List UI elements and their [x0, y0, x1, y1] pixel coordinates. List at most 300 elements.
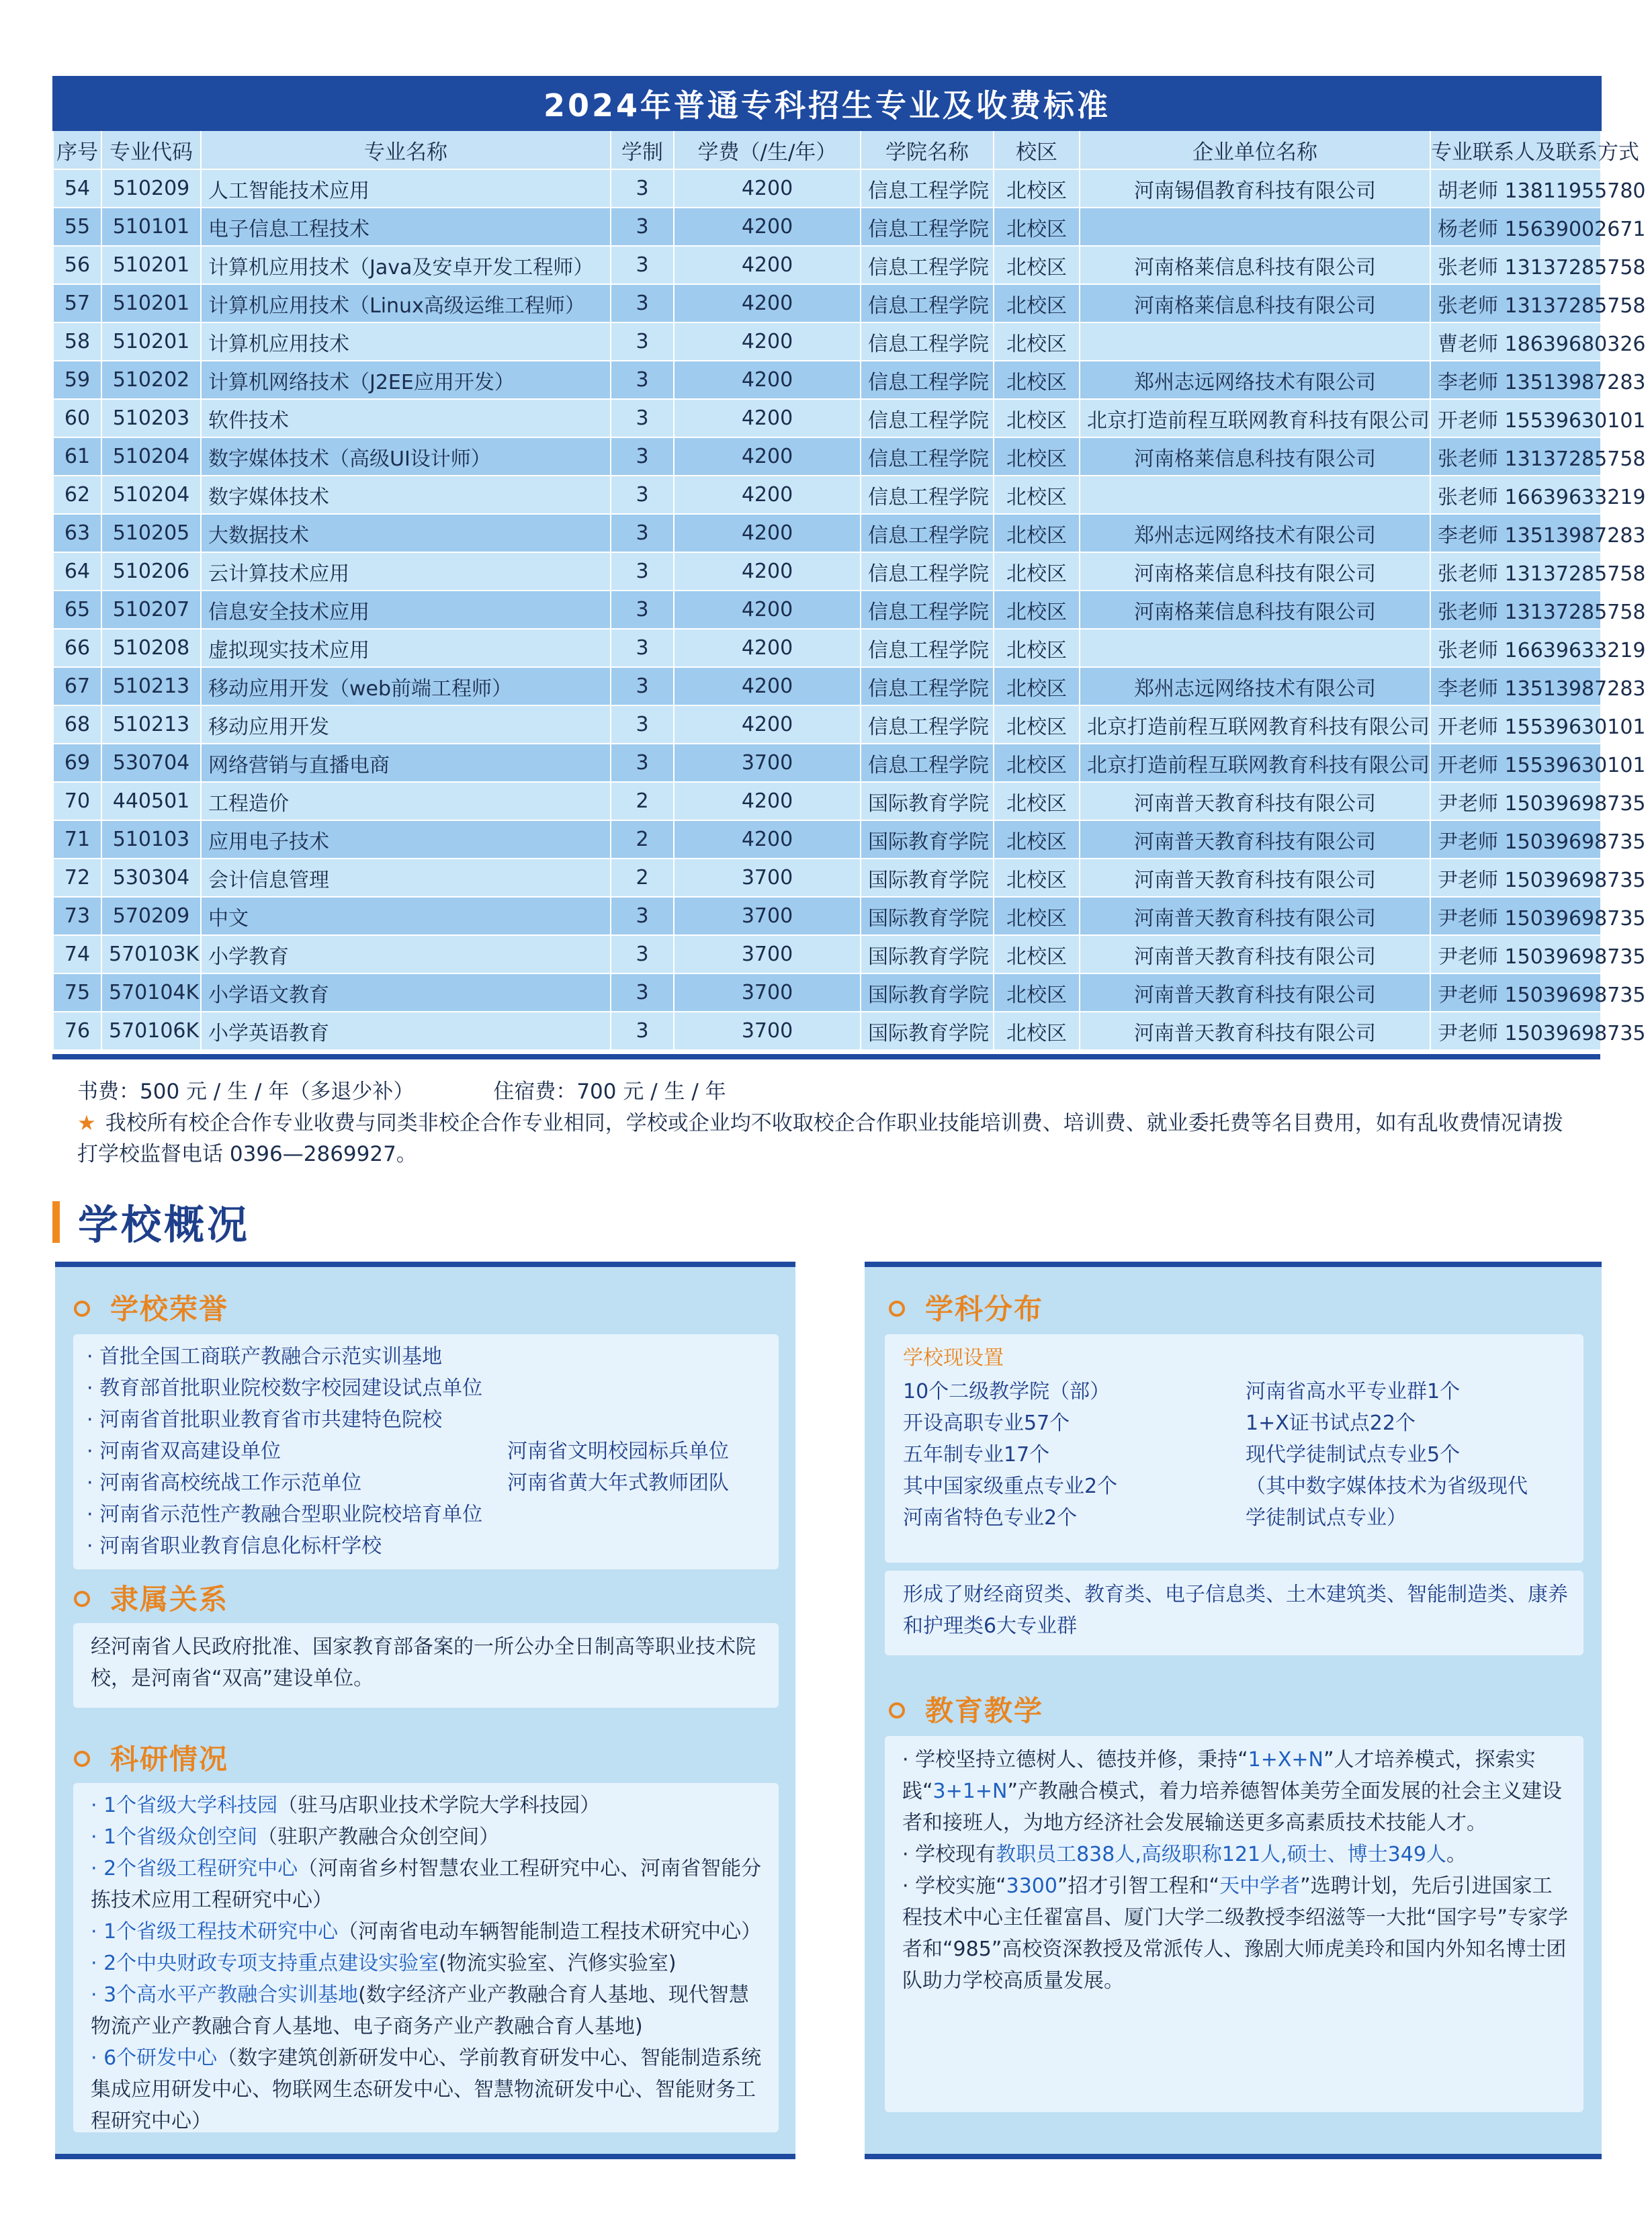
table-row	[53, 552, 1601, 591]
table-cell: 510202	[101, 361, 201, 399]
table-cell: 4200	[674, 322, 861, 361]
table-header-row	[53, 130, 1601, 169]
table-cell: 3	[611, 514, 674, 552]
education-text	[902, 1744, 1569, 1997]
research-item-highlight: · 6个研发中心	[91, 2046, 218, 2070]
table-cell: 570104K	[101, 973, 201, 1012]
table-cell: 开老师 15539630101	[1430, 744, 1601, 782]
table-cell: 小学英语教育	[201, 1012, 611, 1050]
table-cell: 64	[53, 552, 101, 591]
table-cell: 66	[53, 629, 101, 667]
table-cell: 510204	[101, 437, 201, 476]
table-row	[53, 897, 1601, 935]
table-cell: 3700	[674, 1012, 861, 1050]
table-cell: 大数据技术	[201, 514, 611, 552]
table-cell: 计算机应用技术	[201, 322, 611, 361]
table-cell: 尹老师 15039698735	[1430, 782, 1601, 820]
right-panel	[865, 1262, 1602, 2159]
table-row	[53, 169, 1601, 208]
fee-table	[52, 76, 1646, 1051]
table-cell: 尹老师 15039698735	[1430, 820, 1601, 859]
table-row	[53, 322, 1601, 361]
table-cell: 北校区	[994, 361, 1080, 399]
table-cell: 北校区	[994, 705, 1080, 744]
honor-item: · 首批全国工商联产教融合示范实训基地	[87, 1345, 443, 1368]
table-cell: 530704	[101, 744, 201, 782]
disciplines-card	[885, 1334, 1583, 1563]
table-cell: 河南格莱信息科技有限公司	[1080, 437, 1430, 476]
table-row	[53, 744, 1601, 782]
table-header-cell: 校区	[994, 130, 1080, 169]
table-cell: 510203	[101, 399, 201, 437]
table-cell: 3	[611, 897, 674, 935]
table-cell	[1080, 208, 1430, 246]
research-item	[91, 1853, 763, 1916]
table-cell: 河南普天教育科技有限公司	[1080, 859, 1430, 897]
honor-item: · 河南省高校统战工作示范单位	[87, 1471, 362, 1495]
table-cell: 河南格莱信息科技有限公司	[1080, 591, 1430, 629]
table-cell: 河南普天教育科技有限公司	[1080, 973, 1430, 1012]
table-cell: 54	[53, 169, 101, 208]
discipline-item: 其中国家级重点专业2个	[903, 1475, 1118, 1498]
table-cell: 河南锡倡教育科技有限公司	[1080, 169, 1430, 208]
table-cell: 河南普天教育科技有限公司	[1080, 820, 1430, 859]
table-cell: 尹老师 15039698735	[1430, 1012, 1601, 1050]
honor-pair	[87, 1467, 785, 1499]
table-cell: 信息工程学院	[861, 744, 994, 782]
table-cell: 尹老师 15039698735	[1430, 859, 1601, 897]
table-cell: 云计算技术应用	[201, 552, 611, 591]
table-header-cell: 序号	[53, 130, 101, 169]
groups-card	[885, 1571, 1583, 1655]
circle-bullet-icon	[74, 1301, 90, 1317]
research-item	[91, 1979, 763, 2042]
table-cell: 69	[53, 744, 101, 782]
education-title: 教育教学	[889, 1689, 1043, 1729]
discipline-item: 学徒制试点专业）	[1246, 1506, 1407, 1530]
table-cell: 62	[53, 476, 101, 514]
table-cell: 河南普天教育科技有限公司	[1080, 1012, 1430, 1050]
table-cell: 应用电子技术	[201, 820, 611, 859]
table-cell: 北校区	[994, 859, 1080, 897]
research-item-detail: （河南省乡村智慧农业工程研究中心、河南省智能分拣技术应用工程研究中心）	[91, 1857, 762, 1912]
table-cell: 李老师 13513987283	[1430, 667, 1601, 705]
table-header-cell: 学院名称	[861, 130, 994, 169]
education-paragraph: · 学校现有教职员工838人,高级职称121人,硕士、博士349人。	[902, 1843, 1467, 1866]
table-bottom-bar	[52, 1054, 1600, 1059]
table-cell: 郑州志远网络技术有限公司	[1080, 514, 1430, 552]
research-title: 科研情况	[74, 1737, 228, 1778]
table-cell: 4200	[674, 514, 861, 552]
research-item-detail: (数字经济产业产教融合育人基地、现代智慧物流产业产教融合育人基地、电子商务产业产教融合育人基地)	[91, 1983, 749, 2038]
table-cell: 郑州志远网络技术有限公司	[1080, 361, 1430, 399]
table-cell: 3	[611, 361, 674, 399]
discipline-item: 开设高职专业57个	[903, 1411, 1070, 1435]
table-cell: 2	[611, 820, 674, 859]
table-cell: 尹老师 15039698735	[1430, 935, 1601, 973]
table-cell: 570209	[101, 897, 201, 935]
table-cell: 数字媒体技术	[201, 476, 611, 514]
table-cell: 61	[53, 437, 101, 476]
table-header-cell: 专业联系人及联系方式	[1430, 130, 1601, 169]
table-cell: 510201	[101, 284, 201, 322]
table-cell: 北校区	[994, 284, 1080, 322]
research-item-detail: （驻职产教融合众创空间）	[257, 1825, 500, 1849]
table-cell: 3	[611, 476, 674, 514]
table-cell: 北校区	[994, 246, 1080, 284]
table-cell: 北校区	[994, 437, 1080, 476]
table-cell: 电子信息工程技术	[201, 208, 611, 246]
table-cell: 56	[53, 246, 101, 284]
table-cell: 张老师 13137285758	[1430, 437, 1601, 476]
table-row	[53, 629, 1601, 667]
education-paragraph: · 学校实施“3300”招才引智工程和“天中学者”选聘计划，先后引进国家工程技术中心主任翟富昌、厦门大学二级教授李绍滋等一大批“国字号”专家学者和“985”高校资深教授及常派传人、豫剧大师虎美玲和国内外知名博士团队助力学校高质量发展。	[902, 1874, 1569, 1993]
left-panel	[55, 1262, 795, 2159]
table-cell: 63	[53, 514, 101, 552]
table-cell: 74	[53, 935, 101, 973]
table-row	[53, 820, 1601, 859]
table-row	[53, 859, 1601, 897]
table-cell: 3700	[674, 859, 861, 897]
table-cell: 3	[611, 284, 674, 322]
table-cell: 4200	[674, 361, 861, 399]
table-cell: 杨老师 15639002671	[1430, 208, 1601, 246]
table-cell: 3700	[674, 744, 861, 782]
table-cell: 60	[53, 399, 101, 437]
table-cell: 计算机应用技术（Java及安卓开发工程师）	[201, 246, 611, 284]
table-cell: 国际教育学院	[861, 1012, 994, 1050]
table-cell: 北校区	[994, 935, 1080, 973]
table-row	[53, 246, 1601, 284]
table-cell: 3	[611, 322, 674, 361]
table-cell: 510206	[101, 552, 201, 591]
star-icon: ★	[77, 1111, 96, 1135]
table-cell: 3	[611, 208, 674, 246]
table-cell: 3	[611, 705, 674, 744]
table-row	[53, 514, 1601, 552]
table-cell: 信息工程学院	[861, 246, 994, 284]
table-row	[53, 935, 1601, 973]
table-cell: 510207	[101, 591, 201, 629]
research-item-highlight: · 2个中央财政专项支持重点建设实验室	[91, 1952, 439, 1975]
discipline-item: 现代学徒制试点专业5个	[1246, 1443, 1461, 1467]
honor-item: · 河南省示范性产教融合型职业院校培育单位	[87, 1503, 483, 1526]
table-cell: 440501	[101, 782, 201, 820]
table-cell: 72	[53, 859, 101, 897]
honor-item: 河南省黄大年式教师团队	[507, 1471, 729, 1495]
table-cell: 信息工程学院	[861, 476, 994, 514]
table-row	[53, 1012, 1601, 1050]
table-row	[53, 591, 1601, 629]
table-cell: 曹老师 18639680326	[1430, 322, 1601, 361]
disciplines-title: 学科分布	[889, 1287, 1043, 1328]
table-title: 2024年普通专科招生专业及收费标准	[53, 77, 1601, 130]
table-cell: 3700	[674, 973, 861, 1012]
table-cell: 北校区	[994, 973, 1080, 1012]
table-cell: 计算机网络技术（J2EE应用开发）	[201, 361, 611, 399]
table-row	[53, 667, 1601, 705]
honor-item: · 河南省双高建设单位	[87, 1440, 281, 1463]
table-header-cell: 学费（/生/年）	[674, 130, 861, 169]
table-cell: 网络营销与直播电商	[201, 744, 611, 782]
circle-bullet-icon	[74, 1751, 90, 1767]
affiliation-text: 经河南省人民政府批准、国家教育部备案的一所公办全日制高等职业技术院校，是河南省“双高”建设单位。	[91, 1635, 756, 1690]
research-item-highlight: · 1个省级众创空间	[91, 1825, 258, 1849]
table-cell: 4200	[674, 591, 861, 629]
table-cell: 移动应用开发（web前端工程师）	[201, 667, 611, 705]
table-cell: 4200	[674, 246, 861, 284]
table-cell: 移动应用开发	[201, 705, 611, 744]
table-cell: 570106K	[101, 1012, 201, 1050]
table-cell: 北校区	[994, 744, 1080, 782]
table-cell: 4200	[674, 820, 861, 859]
table-cell: 4200	[674, 284, 861, 322]
table-cell: 信息工程学院	[861, 399, 994, 437]
table-cell: 张老师 13137285758	[1430, 284, 1601, 322]
table-cell: 58	[53, 322, 101, 361]
table-cell: 2	[611, 782, 674, 820]
table-cell: 张老师 16639633219	[1430, 476, 1601, 514]
table-cell: 510201	[101, 246, 201, 284]
table-cell: 510213	[101, 667, 201, 705]
table-cell: 70	[53, 782, 101, 820]
table-cell: 67	[53, 667, 101, 705]
table-cell: 胡老师 13811955780	[1430, 169, 1601, 208]
table-cell: 北校区	[994, 820, 1080, 859]
honor-item: · 河南省首批职业教育省市共建特色院校	[87, 1408, 443, 1432]
table-cell: 3	[611, 1012, 674, 1050]
table-cell: 65	[53, 591, 101, 629]
table-cell: 国际教育学院	[861, 973, 994, 1012]
table-cell: 73	[53, 897, 101, 935]
table-cell: 虚拟现实技术应用	[201, 629, 611, 667]
affiliation-title: 隶属关系	[74, 1577, 228, 1618]
research-item	[91, 1916, 763, 1948]
table-cell	[1080, 322, 1430, 361]
table-cell: 北京打造前程互联网教育科技有限公司	[1080, 705, 1430, 744]
table-row	[53, 284, 1601, 322]
research-item-highlight: · 1个省级工程技术研究中心	[91, 1920, 339, 1944]
table-cell: 68	[53, 705, 101, 744]
table-cell: 工程造价	[201, 782, 611, 820]
table-cell: 信息安全技术应用	[201, 591, 611, 629]
discipline-item: 河南省高水平专业群1个	[1246, 1380, 1461, 1403]
table-cell: 信息工程学院	[861, 629, 994, 667]
research-item	[91, 2042, 763, 2137]
table-cell: 信息工程学院	[861, 514, 994, 552]
research-item-detail: （驻马店职业技术学院大学科技园）	[277, 1794, 601, 1817]
table-cell: 北京打造前程互联网教育科技有限公司	[1080, 744, 1430, 782]
research-item	[91, 1821, 763, 1853]
table-cell: 张老师 13137285758	[1430, 246, 1601, 284]
circle-bullet-icon	[889, 1702, 905, 1718]
table-header-cell: 学制	[611, 130, 674, 169]
table-cell: 计算机应用技术（Linux高级运维工程师）	[201, 284, 611, 322]
table-cell: 北校区	[994, 514, 1080, 552]
table-cell: 人工智能技术应用	[201, 169, 611, 208]
table-row	[53, 973, 1601, 1012]
table-cell: 软件技术	[201, 399, 611, 437]
table-cell: 3	[611, 399, 674, 437]
table-cell: 信息工程学院	[861, 361, 994, 399]
table-cell: 会计信息管理	[201, 859, 611, 897]
table-cell: 3	[611, 935, 674, 973]
research-item-highlight: · 3个高水平产教融合实训基地	[91, 1983, 359, 2007]
table-cell: 510208	[101, 629, 201, 667]
table-header-cell: 企业单位名称	[1080, 130, 1430, 169]
table-cell: 北校区	[994, 667, 1080, 705]
table-cell: 4200	[674, 437, 861, 476]
honors-title: 学校荣誉	[74, 1287, 228, 1328]
table-cell: 北校区	[994, 169, 1080, 208]
book-fee: 书费：500 元 / 生 / 年（多退少补）	[77, 1080, 415, 1104]
disciplines-subtitle: 学校现设置	[903, 1346, 1004, 1370]
table-cell: 李老师 13513987283	[1430, 361, 1601, 399]
table-cell: 信息工程学院	[861, 322, 994, 361]
table-cell: 510103	[101, 820, 201, 859]
table-row	[53, 208, 1601, 246]
honor-item: · 河南省职业教育信息化标杆学校	[87, 1534, 382, 1558]
table-cell: 尹老师 15039698735	[1430, 973, 1601, 1012]
table-cell: 3	[611, 246, 674, 284]
table-cell: 信息工程学院	[861, 284, 994, 322]
table-cell: 3	[611, 169, 674, 208]
table-cell: 4200	[674, 629, 861, 667]
table-cell: 河南格莱信息科技有限公司	[1080, 552, 1430, 591]
discipline-item: 五年制专业17个	[903, 1443, 1050, 1467]
table-cell: 北校区	[994, 476, 1080, 514]
table-cell: 开老师 15539630101	[1430, 705, 1601, 744]
table-cell: 510204	[101, 476, 201, 514]
table-cell: 3	[611, 667, 674, 705]
groups-text: 形成了财经商贸类、教育类、电子信息类、土木建筑类、智能制造类、康养和护理类6大专业群	[903, 1583, 1568, 1638]
table-cell: 河南普天教育科技有限公司	[1080, 897, 1430, 935]
table-cell: 3700	[674, 897, 861, 935]
table-cell: 2	[611, 859, 674, 897]
table-cell: 河南普天教育科技有限公司	[1080, 935, 1430, 973]
table-cell: 55	[53, 208, 101, 246]
table-cell: 信息工程学院	[861, 208, 994, 246]
table-cell: 59	[53, 361, 101, 399]
table-row	[53, 705, 1601, 744]
section-title: 学校概况	[78, 1202, 250, 1249]
section-title-bar	[52, 1201, 60, 1243]
research-card	[73, 1783, 779, 2132]
honor-pair	[87, 1436, 785, 1467]
table-cell: 信息工程学院	[861, 591, 994, 629]
table-cell: 李老师 13513987283	[1430, 514, 1601, 552]
table-cell: 北校区	[994, 591, 1080, 629]
discipline-item: （其中数字媒体技术为省级现代	[1246, 1475, 1528, 1498]
dorm-fee: 住宿费：700 元 / 生 / 年	[493, 1080, 726, 1104]
table-cell: 尹老师 15039698735	[1430, 897, 1601, 935]
table-cell: 4200	[674, 705, 861, 744]
research-item-highlight: · 1个省级大学科技园	[91, 1794, 278, 1817]
table-cell: 张老师 13137285758	[1430, 591, 1601, 629]
table-header-cell: 专业代码	[101, 130, 201, 169]
table-cell: 510213	[101, 705, 201, 744]
table-cell: 小学语文教育	[201, 973, 611, 1012]
table-cell: 信息工程学院	[861, 705, 994, 744]
table-cell: 3	[611, 744, 674, 782]
table-row	[53, 361, 1601, 399]
table-body	[53, 169, 1646, 1050]
table-cell: 郑州志远网络技术有限公司	[1080, 667, 1430, 705]
fee-statement	[77, 1108, 1582, 1170]
affiliation-card	[73, 1623, 779, 1708]
table-cell: 4200	[674, 399, 861, 437]
table-cell: 河南格莱信息科技有限公司	[1080, 284, 1430, 322]
table-cell: 3	[611, 973, 674, 1012]
table-row	[53, 437, 1601, 476]
table-cell: 北校区	[994, 629, 1080, 667]
table-cell: 信息工程学院	[861, 667, 994, 705]
table-header-cell: 专业名称	[201, 130, 611, 169]
table-cell: 3	[611, 591, 674, 629]
table-cell: 开老师 15539630101	[1430, 399, 1601, 437]
table-cell: 中文	[201, 897, 611, 935]
table-cell: 510209	[101, 169, 201, 208]
table-cell: 3	[611, 629, 674, 667]
table-cell: 3	[611, 437, 674, 476]
research-item-highlight: · 2个省级工程研究中心	[91, 1857, 298, 1880]
table-cell: 信息工程学院	[861, 169, 994, 208]
table-cell: 信息工程学院	[861, 437, 994, 476]
research-list	[91, 1790, 763, 2137]
education-paragraph: · 学校坚持立德树人、德技并修，秉持“1+X+N”人才培养模式，探索实践“3+1+N”产教融合模式，着力培养德智体美劳全面发展的社会主义建设者和接班人，为地方经济社会发展输送更多高素质技术技能人才。	[902, 1748, 1562, 1835]
table-row	[53, 782, 1601, 820]
table-cell: 国际教育学院	[861, 820, 994, 859]
table-cell: 国际教育学院	[861, 935, 994, 973]
table-cell: 张老师 16639633219	[1430, 629, 1601, 667]
table-cell: 河南格莱信息科技有限公司	[1080, 246, 1430, 284]
table-cell: 510101	[101, 208, 201, 246]
table-cell: 北京打造前程互联网教育科技有限公司	[1080, 399, 1430, 437]
table-cell: 信息工程学院	[861, 552, 994, 591]
table-cell: 4200	[674, 782, 861, 820]
research-item-detail: （河南省电动车辆智能制造工程技术研究中心）	[338, 1920, 762, 1944]
table-row	[53, 476, 1601, 514]
fee-statement-text: 我校所有校企合作专业收费与同类非校企合作专业相同，学校或企业均不收取校企合作职业技能培训费、培训费、就业委托费等名目费用，如有乱收费情况请拨打学校监督电话 0396—2869927。	[77, 1111, 1563, 1166]
table-cell: 57	[53, 284, 101, 322]
table-cell: 北校区	[994, 552, 1080, 591]
education-card	[885, 1736, 1583, 2112]
table-cell: 小学教育	[201, 935, 611, 973]
table-cell	[1080, 476, 1430, 514]
table-cell: 4200	[674, 208, 861, 246]
table-cell: 国际教育学院	[861, 897, 994, 935]
table-cell: 530304	[101, 859, 201, 897]
research-item-detail: （数字建筑创新研发中心、学前教育研发中心、智能制造系统集成应用研发中心、物联网生态研发中心、智慧物流研发中心、智能财务工程研究中心）	[91, 2046, 762, 2133]
discipline-item: 河南省特色专业2个	[903, 1506, 1078, 1530]
discipline-item: 1+X证书试点22个	[1246, 1411, 1416, 1435]
discipline-item: 10个二级教学院（部）	[903, 1380, 1111, 1403]
table-cell: 北校区	[994, 782, 1080, 820]
table-cell: 北校区	[994, 322, 1080, 361]
circle-bullet-icon	[889, 1301, 905, 1317]
research-item	[91, 1790, 763, 1821]
table-cell: 北校区	[994, 399, 1080, 437]
table-cell: 河南普天教育科技有限公司	[1080, 782, 1430, 820]
fees-line	[77, 1076, 726, 1107]
table-cell: 数字媒体技术（高级UI设计师）	[201, 437, 611, 476]
table-cell: 510201	[101, 322, 201, 361]
table-cell: 张老师 13137285758	[1430, 552, 1601, 591]
table-row	[53, 399, 1601, 437]
table-cell: 76	[53, 1012, 101, 1050]
table-cell: 4200	[674, 476, 861, 514]
table-cell: 北校区	[994, 208, 1080, 246]
